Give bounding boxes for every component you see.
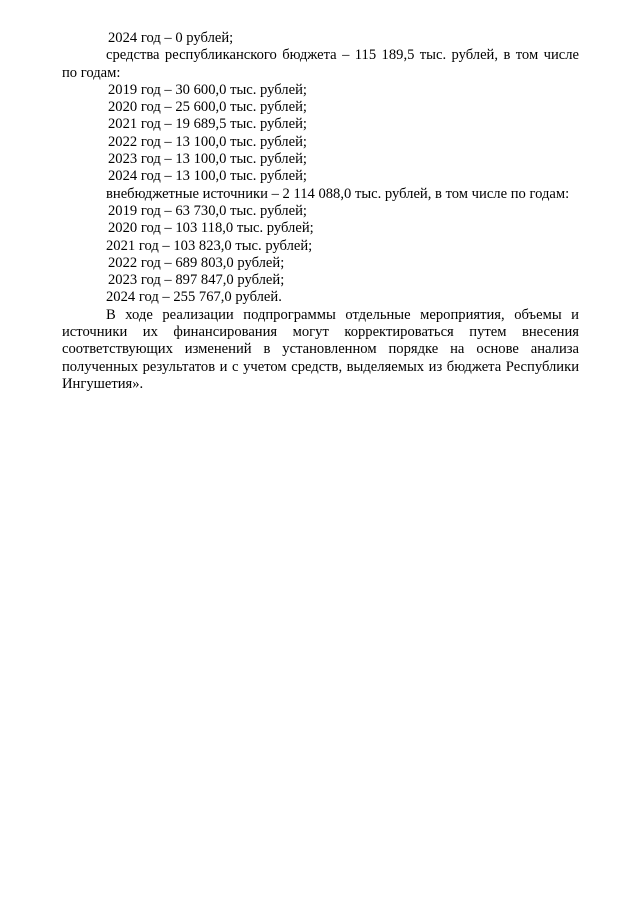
extrabudgetary-paragraph: внебюджетные источники – 2 114 088,0 тыс. рублей, в том числе по годам: [106,185,570,202]
funding-line-2024-zero: 2024 год – 0 рублей; [108,30,234,46]
extrabudgetary-2020-line: 2020 год – 103 118,0 тыс. рублей; [108,220,314,237]
republican-budget-paragraph: средства республиканского бюджета – 115 189,5 тыс. рублей, в том числе по годам: [62,47,579,81]
extrabudgetary-2019-line: 2019 год – 63 730,0 тыс. рублей; [108,202,307,219]
republican-2019-line: 2019 год – 30 600,0 тыс. рублей; [108,81,307,98]
extrabudgetary-2021-line: 2021 год – 103 823,0 тыс. рублей; [106,237,313,254]
document-body [62,30,579,393]
extrabudgetary-2023-line: 2023 год – 897 847,0 рублей; [108,272,285,289]
implementation-note-paragraph: В ходе реализации подпрограммы отдельные мероприятия, объемы и источники их финансирования могут корректироваться путем внесения соответствующих изменений в установленном порядке на основе анализа полученных результатов и с учетом средств, выделяемых из бюджета Республики Ингушетия». [62,306,579,392]
republican-2024-line: 2024 год – 13 100,0 тыс. рублей; [108,168,307,185]
extrabudgetary-2024-line: 2024 год – 255 767,0 рублей. [106,289,282,306]
republican-2023-line: 2023 год – 13 100,0 тыс. рублей; [108,151,307,168]
extrabudgetary-2022-line: 2022 год – 689 803,0 рублей; [108,254,285,271]
republican-2021-line: 2021 год – 19 689,5 тыс. рублей; [108,116,307,133]
republican-2022-line: 2022 год – 13 100,0 тыс. рублей; [108,133,307,150]
republican-2020-line: 2020 год – 25 600,0 тыс. рублей; [108,99,307,116]
